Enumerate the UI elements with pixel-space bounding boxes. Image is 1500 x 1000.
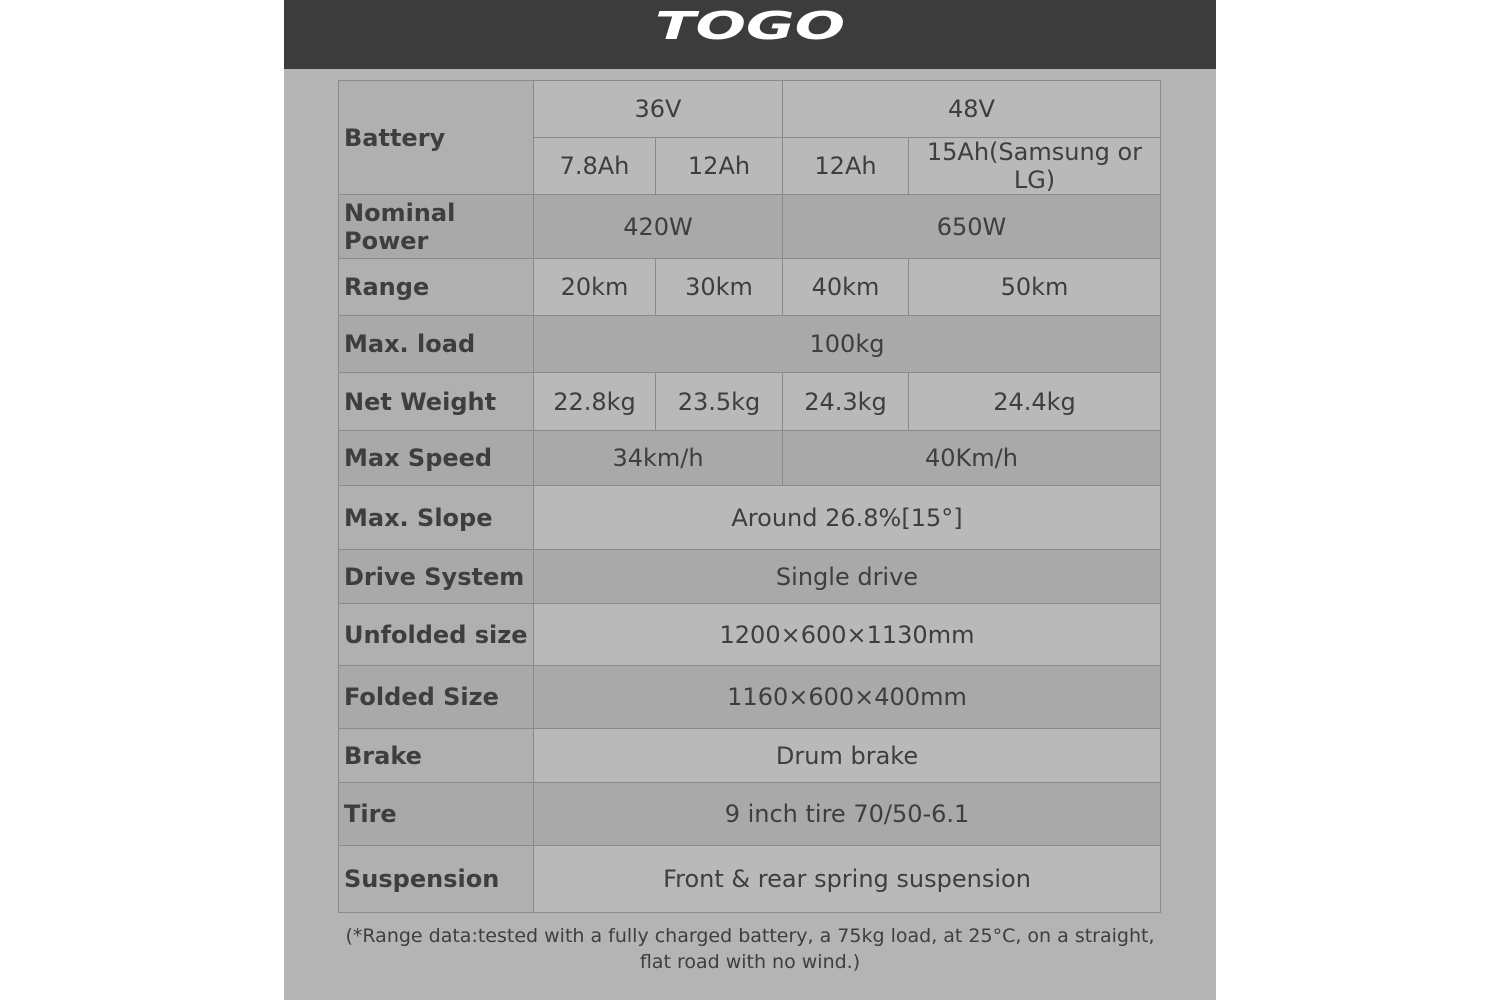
unfolded-size-value: 1200×600×1130mm xyxy=(534,604,1161,666)
row-label-drive-system: Drive System xyxy=(339,550,534,604)
nominal-power-value: 650W xyxy=(783,195,1161,259)
table-row xyxy=(339,431,1161,486)
tire-value: 9 inch tire 70/50-6.1 xyxy=(534,783,1161,846)
battery-capacity: 12Ah xyxy=(783,138,909,195)
net-weight-value: 22.8kg xyxy=(534,373,656,431)
max-speed-value: 34km/h xyxy=(534,431,783,486)
battery-capacity: 7.8Ah xyxy=(534,138,656,195)
net-weight-value: 23.5kg xyxy=(656,373,783,431)
net-weight-value: 24.3kg xyxy=(783,373,909,431)
row-label-unfolded-size: Unfolded size xyxy=(339,604,534,666)
row-label-max-slope: Max. Slope xyxy=(339,486,534,550)
brake-value: Drum brake xyxy=(534,729,1161,783)
table-row xyxy=(339,604,1161,666)
range-value: 40km xyxy=(783,259,909,316)
table-row xyxy=(339,316,1161,373)
row-label-brake: Brake xyxy=(339,729,534,783)
table-row xyxy=(339,486,1161,550)
range-value: 50km xyxy=(909,259,1161,316)
max-speed-value: 40Km/h xyxy=(783,431,1161,486)
table-row xyxy=(339,846,1161,913)
row-label-max-load: Max. load xyxy=(339,316,534,373)
table-row xyxy=(339,729,1161,783)
row-label-max-speed: Max Speed xyxy=(339,431,534,486)
row-label-folded-size: Folded Size xyxy=(339,666,534,729)
nominal-power-value: 420W xyxy=(534,195,783,259)
brand-logo-text: TOGO xyxy=(655,4,845,48)
table-row xyxy=(339,81,1161,138)
footnote-line-2: flat road with no wind.) xyxy=(639,951,861,973)
range-footnote xyxy=(284,923,1216,975)
suspension-value: Front & rear spring suspension xyxy=(534,846,1161,913)
range-value: 30km xyxy=(656,259,783,316)
table-row xyxy=(339,195,1161,259)
drive-system-value: Single drive xyxy=(534,550,1161,604)
battery-voltage-48v: 48V xyxy=(783,81,1161,138)
row-label-battery: Battery xyxy=(339,81,534,195)
table-row xyxy=(339,259,1161,316)
range-value: 20km xyxy=(534,259,656,316)
table-row xyxy=(339,783,1161,846)
table-row xyxy=(339,666,1161,729)
row-label-range: Range xyxy=(339,259,534,316)
table-row xyxy=(339,550,1161,604)
row-label-nominal-power: Nominal Power xyxy=(339,195,534,259)
spec-table xyxy=(338,80,1161,913)
battery-voltage-36v: 36V xyxy=(534,81,783,138)
max-load-value: 100kg xyxy=(534,316,1161,373)
footnote-line-1: (*Range data:tested with a fully charged battery, a 75kg load, at 25°C, on a straight, xyxy=(345,925,1155,947)
max-slope-value: Around 26.8%[15°] xyxy=(534,486,1161,550)
brand-header xyxy=(284,0,1216,69)
battery-capacity: 15Ah(Samsung or LG) xyxy=(909,138,1161,195)
row-label-suspension: Suspension xyxy=(339,846,534,913)
row-label-tire: Tire xyxy=(339,783,534,846)
spec-sheet-panel xyxy=(284,0,1216,1000)
table-row xyxy=(339,373,1161,431)
battery-capacity: 12Ah xyxy=(656,138,783,195)
brand-logo xyxy=(284,0,1216,69)
folded-size-value: 1160×600×400mm xyxy=(534,666,1161,729)
net-weight-value: 24.4kg xyxy=(909,373,1161,431)
row-label-net-weight: Net Weight xyxy=(339,373,534,431)
